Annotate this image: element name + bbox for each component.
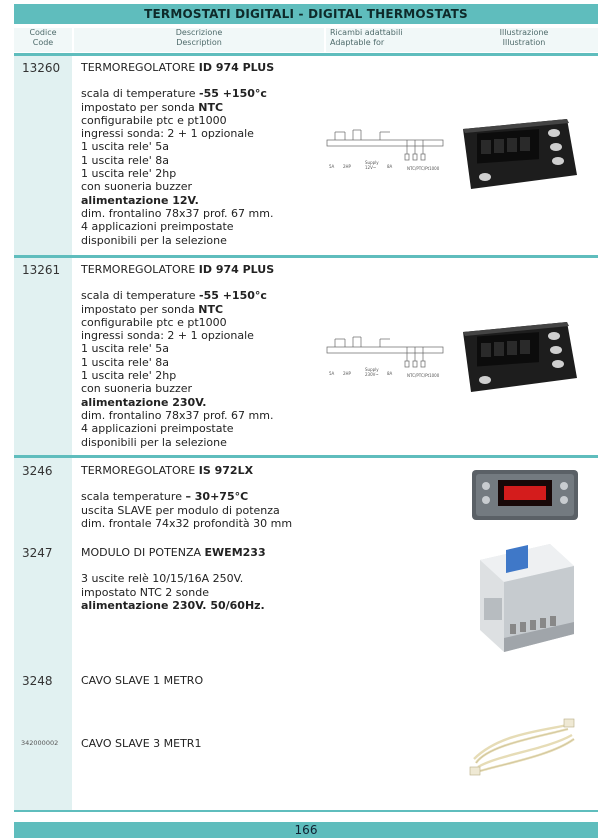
column-header-illustration: [450, 28, 598, 52]
row-separator: [14, 455, 598, 458]
code-column-background: [14, 55, 72, 810]
thermostat-id974-image: [455, 115, 580, 195]
column-header-code-en: Code: [32, 38, 54, 47]
diagram-label: NTC/PTC/Pt1000: [407, 373, 440, 378]
diagram-label: Supply: [365, 160, 379, 165]
diagram-label: 5A: [329, 371, 335, 376]
product-code: 3248: [22, 674, 53, 688]
product-description: TERMOREGOLATORE ID 974 PLUS scala di temperature -55 +150°c impostato per sonda NTC configurabile ptc e pt1000 ingressi sonda: 2 + 1 opzionale 1 uscita rele' 5a 1 uscita rele' 8a 1 uscita rele' 2hp con suoneria buzzer alimentazione 12V. dim. frontalino 78x37 prof. 67 mm. 4 applicazioni preimpostate disponibili per la selezione: [81, 61, 275, 247]
diagram-label: 8A: [387, 371, 393, 376]
column-header-code: [14, 28, 72, 52]
page-number: 166: [14, 822, 598, 838]
thermostat-is972lx-image: [470, 466, 580, 524]
column-header-illustration-en: Illustration: [502, 38, 546, 47]
column-header-description-en: Description: [176, 38, 222, 47]
row-separator: [14, 255, 598, 258]
wiring-diagram: [325, 128, 445, 178]
power-module-ewem233-image: [470, 538, 580, 658]
product-description: CAVO SLAVE 3 METR1: [81, 737, 202, 750]
diagram-label: Supply: [365, 367, 379, 372]
thermostat-id974-image: [455, 318, 580, 398]
product-code: 13260: [22, 61, 61, 75]
wiring-diagram: [325, 335, 445, 385]
column-header-code-it: Codice: [29, 28, 57, 37]
column-header-description-it: Descrizione: [175, 28, 223, 37]
product-description: MODULO DI POTENZA EWEM233 3 uscite relè 10/15/16A 250V. impostato NTC 2 sonde alimentazione 230V. 50/60Hz.: [81, 546, 266, 612]
product-code: 342000002: [21, 739, 59, 747]
column-header-adaptable: [326, 28, 450, 52]
diagram-label: 8A: [387, 164, 393, 169]
product-code: 3247: [22, 546, 53, 560]
page-title: TERMOSTATI DIGITALI - DIGITAL THERMOSTATS: [14, 4, 598, 24]
diagram-label: 12V~: [365, 165, 377, 170]
column-header-description: [74, 28, 324, 52]
row-separator: [14, 53, 598, 56]
diagram-label: NTC/PTC/Pt1000: [407, 166, 440, 171]
column-header-adaptable-en: Adaptable for: [330, 38, 385, 47]
slave-cable-image: [468, 715, 583, 777]
product-code: 3246: [22, 464, 53, 478]
diagram-label: 2HP: [343, 371, 351, 376]
diagram-label: 2HP: [343, 164, 351, 169]
diagram-label: 5A: [329, 164, 335, 169]
footer-line: [14, 810, 598, 812]
product-description: TERMOREGOLATORE IS 972LX scala temperature – 30+75°C uscita SLAVE per modulo di potenza dim. frontale 74x32 profondità 30 mm: [81, 464, 293, 530]
product-description: TERMOREGOLATORE ID 974 PLUS scala di temperature -55 +150°c impostato per sonda NTC configurabile ptc e pt1000 ingressi sonda: 2 + 1 opzionale 1 uscita rele' 5a 1 uscita rele' 8a 1 uscita rele' 2hp con suoneria buzzer alimentazione 230V. dim. frontalino 78x37 prof. 67 mm. 4 applicazioni preimpostate disponibili per la selezione: [81, 263, 275, 449]
product-description: CAVO SLAVE 1 METRO: [81, 674, 204, 687]
column-header-illustration-it: Illustrazione: [499, 28, 549, 37]
product-code: 13261: [22, 263, 61, 277]
diagram-label: 230V~: [365, 372, 379, 377]
column-header-adaptable-it: Ricambi adattabili: [330, 28, 403, 37]
